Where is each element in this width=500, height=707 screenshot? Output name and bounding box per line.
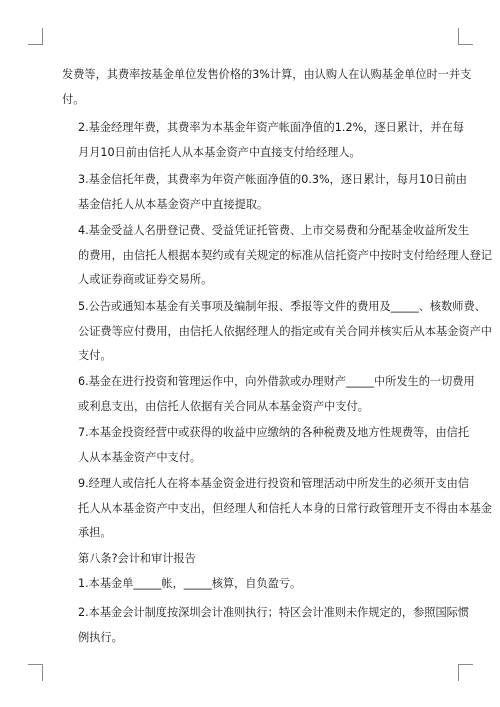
paragraph	[62, 63, 471, 112]
text-line: 承担。	[78, 526, 112, 539]
text-line: 例执行。	[78, 630, 123, 644]
text-line: 月月10日前由信托人从本基金资产中直接支付给经理人。	[78, 145, 361, 159]
crop-mark-top-left	[28, 28, 43, 45]
text-line: 托人从本基金资产中支出，但经理人和信托人本身的日常行政管理开支不得由本基金	[78, 501, 492, 515]
text-line: 3.基金信托年费，其费率为年资产帐面净值的0.3%，逐日累计，每月10日前由	[78, 173, 467, 186]
text-line: 人从本基金资产中支付。	[78, 450, 202, 464]
text-line: 或利息支出，由信托人依据有关合同从本基金资产中支付。	[78, 399, 369, 413]
text-line: 支付。	[78, 349, 112, 362]
text-line: 公证费等应付费用，由信托人依据经理人的指定或有关合同并核实后从本基金资产中	[78, 324, 492, 338]
crop-mark-top-right	[458, 28, 473, 45]
text-line: 付。	[62, 92, 85, 106]
paragraph	[62, 601, 469, 650]
text-line: 9.经理人或信托人在将本基金资金进行投资和管理活动中所发生的必须开支由信	[78, 477, 470, 490]
paragraph	[62, 295, 492, 369]
text-line: 2.本基金会计制度按深圳会计准则执行；特区会计准则未作规定的，参照国际惯	[78, 606, 470, 619]
text-line: 6.基金在进行投资和管理运作中，向外借款或办理财产_____中所发生的一切费用	[78, 375, 475, 388]
text-line: 5.公告或通知本基金有关事项及编制年报、季报等文件的费用及_____、核数师费、	[78, 300, 486, 313]
text-line: 第八条?会计和审计报告	[78, 552, 196, 565]
paragraph	[62, 168, 467, 217]
text-line: 的费用，由信托人根据本契约或有关规定的标准从信托资产中按时支付给经理人登记	[78, 248, 492, 262]
text-line: 7.本基金投资经营中或获得的收益中应缴纳的各种税费及地方性规费等，由信托	[78, 426, 470, 439]
crop-mark-bottom-right	[458, 664, 473, 681]
text-line: 人或证券商或证券交易所。	[78, 273, 213, 286]
paragraph	[62, 219, 492, 293]
paragraph	[62, 572, 301, 597]
paragraph	[62, 116, 464, 165]
text-line: 4.基金受益人名册登记费、受益凭证托管费、上市交易费和分配基金收益所发生	[78, 224, 470, 237]
text-line: 发费等，其费率按基金单位发售价格的3%计算，由认购人在认购基金单位时一并支	[62, 68, 472, 81]
text-line: 1.本基金单_____帐，_____核算，自负盈亏。	[78, 577, 302, 590]
text-line: 基金信托人从本基金资产中直接提取。	[78, 197, 269, 211]
crop-mark-bottom-left	[28, 664, 43, 681]
paragraph	[62, 472, 492, 546]
paragraph	[62, 370, 475, 419]
paragraph	[62, 547, 196, 572]
paragraph	[62, 421, 469, 470]
text-line: 2.基金经理年费，其费率为本基金年资产帐面净值的1.2%，逐日累计，并在每	[78, 121, 464, 134]
